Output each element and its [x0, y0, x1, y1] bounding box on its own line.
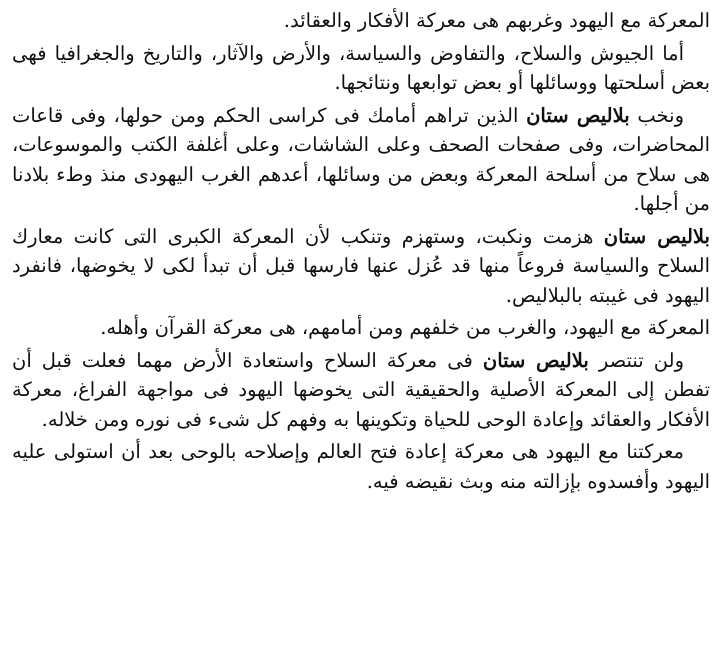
paragraph-text: المعركة مع اليهود وغربهم هى معركة الأفكار والعقائد. [283, 9, 710, 32]
paragraph-text: ونخب [629, 103, 684, 127]
paragraph-text: هزمت ونكبت، وستهزم وتنكب لأن المعركة الكبرى التى كانت معارك السلاح والسياسة فروعاً منها قد عُزل عنها فارسها قبل أن تبدأ لكى لا يخوضها، فانفرد اليهود فى غيبته بالبلاليص. [12, 224, 710, 307]
bold-term: بلاليص ستان [526, 103, 630, 127]
paragraph-7 [12, 437, 710, 496]
paragraph-text: أما الجيوش والسلاح، والتفاوض والسياسة، والأرض والآثار، والتاريخ والجغرافيا فهى بعض أسلحتها ووسائلها أو بعض توابعها ونتائجها. [12, 41, 710, 94]
paragraph-5 [12, 313, 710, 343]
paragraph-1 [12, 6, 710, 36]
paragraph-4 [12, 222, 710, 311]
paragraph-text: فى معركة السلاح واستعادة الأرض مهما فعلت قبل أن تفطن إلى المعركة الأصلية والحقيقية التى يخوضها اليهود فى مواجهة الفراغ، معركة الأفكار والعقائد وإعادة الوحى للحياة وتكوينها به وفهم كل شىء فى نوره ومن خلاله. [12, 348, 710, 431]
paragraph-6 [12, 346, 710, 435]
bold-term: بلاليص ستان [482, 348, 589, 372]
bold-term: بلاليص ستان [603, 224, 710, 248]
paragraph-text: ولن تنتصر [588, 348, 684, 372]
paragraph-3 [12, 101, 710, 219]
paragraph-2 [12, 39, 710, 98]
paragraph-text: الذين تراهم أمامك فى كراسى الحكم ومن حولها، وفى قاعات المحاضرات، وفى صفحات الصحف وعلى الشاشات، وعلى أغلفة الكتب والموسوعات، هى سلاح من أسلحة المعركة وبعض من وسائلها، أعدهم الغرب اليهودى منذ وطء بلادنا من أجلها. [12, 103, 710, 215]
paragraph-text: معركتنا مع اليهود هى معركة إعادة فتح العالم وإصلاحه بالوحى بعد أن استولى عليه اليهود وأفسدوه بإزالته منه وبث نقيضه فيه. [12, 440, 710, 493]
paragraph-text: المعركة مع اليهود، والغرب من خلفهم ومن أمامهم، هى معركة القرآن وأهله. [100, 316, 710, 339]
